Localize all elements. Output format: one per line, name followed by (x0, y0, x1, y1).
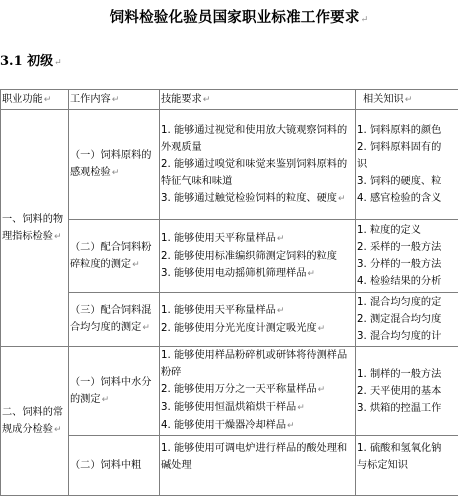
knowledge-cell: 1. 制样的一般方法 2. 天平使用的基本 3. 烘箱的控温工作 (356, 347, 458, 436)
skills-cell: 1. 能够使用可调电炉进行样品的酸处理和碱处理 (160, 436, 356, 496)
skills-cell: 1. 能够通过视觉和使用放大镜观察饲料的外观质量 2. 能够通过嗅觉和味觉来鉴别饲料原料的特征气味和味道 3. 能够通过触觉检验饲料的粒度、硬度↵ (160, 110, 356, 220)
table-row (1, 110, 458, 220)
knowledge-cell: 1. 混合均匀度的定 2. 测定混合均匀度 3. 混合均匀度的计 (356, 293, 458, 347)
content-cell: （二）饲料中粗 (69, 436, 160, 496)
knowledge-cell: 1. 饲料原料的颜色 2. 饲料原料固有的 识 3. 饲料的硬度、粒 4. 感官检验的含义 (356, 110, 458, 220)
header-skills: 技能要求↵ (160, 90, 356, 110)
content-cell: （一）饲料原料的感观检验↵ (69, 110, 160, 220)
table-row (1, 293, 458, 347)
content-cell: （一）饲料中水分的测定↵ (69, 347, 160, 436)
header-content: 工作内容↵ (69, 90, 160, 110)
table-row (1, 220, 458, 293)
header-knowledge: 相关知识↵ (356, 90, 458, 110)
knowledge-cell: 1. 硫酸和氢氧化钠 与标定知识 (356, 436, 458, 496)
knowledge-cell: 1. 粒度的定义 2. 采样的一般方法 3. 分样的一般方法 4. 检验结果的分析 (356, 220, 458, 293)
table-row (1, 436, 458, 496)
section-heading: 3.1 初级↵ (0, 50, 62, 69)
header-function: 职业功能↵ (1, 90, 69, 110)
skills-cell: 1. 能够使用天平称量样品↵ 2. 能够使用分光光度计测定吸光度↵ (160, 293, 356, 347)
table-row (1, 347, 458, 436)
function-cell-2: 二、饲料的常规成分检验↵ (1, 347, 69, 496)
content-cell: （三）配合饲料混合均匀度的测定↵ (69, 293, 160, 347)
content-cell: （二）配合饲料粉碎粒度的测定↵ (69, 220, 160, 293)
document-title: 饲料检验化验员国家职业标准工作要求↵ (0, 6, 458, 27)
skills-cell: 1. 能够使用天平称量样品↵ 2. 能够使用标准编织筛测定饲料的粒度 3. 能够使用电动摇筛机筛理样品↵ (160, 220, 356, 293)
requirements-table (0, 89, 458, 496)
skills-cell: 1. 能够使用样品粉碎机或研钵将待测样品粉碎 2. 能够使用万分之一天平称量样品↵ 3. 能够使用恒温烘箱烘干样品↵ 4. 能够使用干燥器冷却样品↵ (160, 347, 356, 436)
header-row (1, 90, 458, 110)
function-cell-1: 一、饲料的物理指标检验↵ (1, 110, 69, 347)
